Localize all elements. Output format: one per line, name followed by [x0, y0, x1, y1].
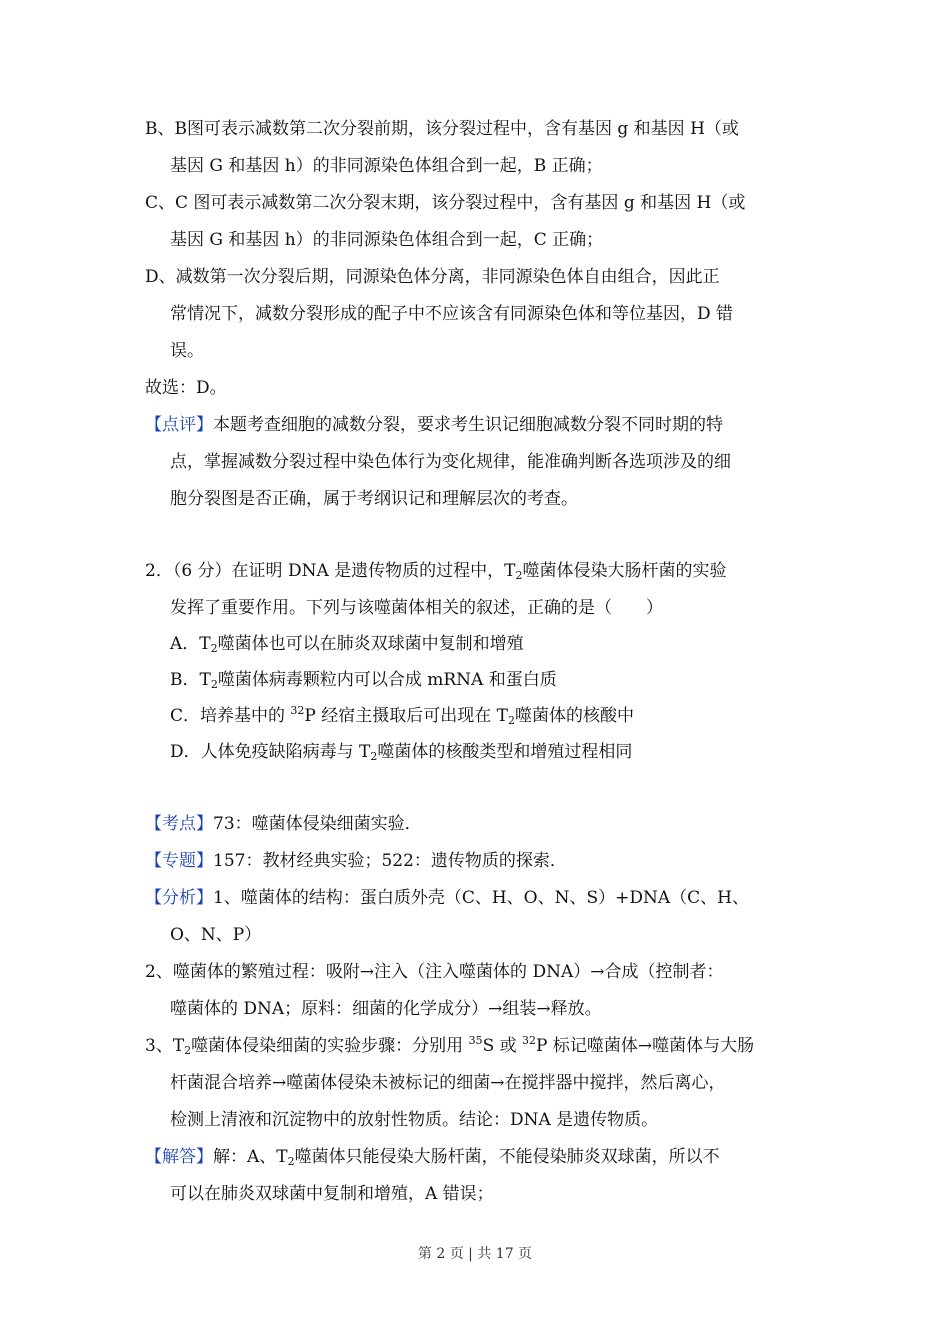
text: 杆菌混合培养→噬菌体侵染未被标记的细菌→在搅拌器中搅拌，然后离心， — [170, 1073, 726, 1093]
text: 2、噬菌体的繁殖过程：吸附→注入（注入噬菌体的 DNA）→合成（控制者： — [145, 962, 724, 982]
option-b — [170, 668, 557, 694]
text: D．人体免疫缺陷病毒与 T — [170, 742, 371, 762]
question-2-stem-cont — [170, 596, 663, 622]
text: 噬菌体病毒颗粒内可以合成 mRNA 和蛋白质 — [217, 670, 557, 690]
text: C．培养基中的 — [170, 706, 291, 726]
comment-paragraph-cont — [170, 450, 731, 476]
text: 误。 — [170, 341, 204, 361]
fenxi-line-cont — [170, 923, 261, 949]
text: 73：噬菌体侵染细菌实验． — [213, 814, 422, 834]
zhuanti-tag: 【专题】 — [145, 851, 213, 871]
subscript: 2 — [508, 714, 516, 727]
comment-paragraph — [145, 413, 723, 439]
option-b-explanation — [145, 117, 739, 143]
analysis-point-3-cont2 — [170, 1108, 658, 1134]
option-c-explanation — [145, 191, 745, 217]
option-d — [170, 740, 632, 766]
text: 故选：D。 — [145, 378, 227, 398]
kaodian-tag: 【考点】 — [145, 814, 213, 834]
text: 本题考查细胞的减数分裂，要求考生识记细胞减数分裂不同时期的特 — [213, 415, 723, 435]
subscript: 2 — [184, 1044, 192, 1057]
jieda-line — [145, 1145, 720, 1171]
fenxi-line — [145, 886, 749, 912]
text: 点，掌握减数分裂过程中染色体行为变化规律，能准确判断各选项涉及的细 — [170, 452, 731, 472]
subscript: 2 — [210, 678, 218, 691]
jieda-line-cont — [170, 1182, 494, 1208]
superscript: 32 — [522, 1034, 537, 1047]
text: B、B图可表示减数第二次分裂前期，该分裂过程中，含有基因 g 和基因 H（或 — [145, 119, 739, 139]
text: 基因 G 和基因 h）的非同源染色体组合到一起，C 正确； — [170, 230, 604, 250]
answer-line — [145, 376, 227, 402]
text: 解：A、T — [213, 1147, 288, 1167]
page-footer: 第 2 页 | 共 17 页 — [417, 1246, 533, 1262]
text: O、N、P） — [170, 925, 262, 945]
option-c-explanation-cont — [170, 228, 603, 254]
subscript: 2 — [287, 1155, 295, 1168]
analysis-point-2-cont — [170, 997, 602, 1023]
text: A．T — [170, 634, 211, 654]
analysis-point-3-cont — [170, 1071, 726, 1097]
comment-tag: 【点评】 — [145, 415, 213, 435]
text: 噬菌体侵染大肠杆菌的实验 — [522, 561, 727, 581]
text: S 或 — [482, 1036, 523, 1056]
text: C、C 图可表示减数第二次分裂末期，该分裂过程中，含有基因 g 和基因 H（或 — [145, 193, 746, 213]
kaodian-line — [145, 812, 422, 838]
question-2-stem — [145, 559, 726, 585]
text: 常情况下，减数分裂形成的配子中不应该含有同源染色体和等位基因，D 错 — [170, 304, 734, 324]
subscript: 2 — [370, 750, 378, 763]
option-d-explanation — [145, 265, 720, 291]
text: 噬菌体只能侵染大肠杆菌，不能侵染肺炎双球菌，所以不 — [294, 1147, 720, 1167]
text: 胞分裂图是否正确，属于考纲识记和理解层次的考查。 — [170, 489, 578, 509]
option-b-explanation-cont — [170, 154, 603, 180]
text: 噬菌体的 DNA；原料：细菌的化学成分）→组装→释放。 — [170, 999, 602, 1019]
subscript: 2 — [515, 569, 523, 582]
text: 基因 G 和基因 h）的非同源染色体组合到一起，B 正确； — [170, 156, 603, 176]
text: 噬菌体的核酸中 — [515, 706, 635, 726]
subscript: 2 — [210, 642, 218, 655]
option-d-explanation-cont2 — [170, 339, 204, 365]
fenxi-tag: 【分析】 — [145, 888, 213, 908]
text: 157：教材经典实验；522：遗传物质的探索． — [213, 851, 567, 871]
jieda-tag: 【解答】 — [145, 1147, 213, 1167]
comment-paragraph-cont2 — [170, 487, 578, 513]
superscript: 35 — [468, 1034, 483, 1047]
text: P 标记噬菌体→噬菌体与大肠 — [536, 1036, 755, 1056]
text: 检测上清液和沉淀物中的放射性物质。结论：DNA 是遗传物质。 — [170, 1110, 659, 1130]
text: D、减数第一次分裂后期，同源染色体分离，非同源染色体自由组合，因此正 — [145, 267, 720, 287]
text: B．T — [170, 670, 211, 690]
text: 可以在肺炎双球菌中复制和增殖，A 错误； — [170, 1184, 494, 1204]
option-a — [170, 632, 524, 658]
superscript: 32 — [290, 704, 305, 717]
text: 发挥了重要作用。下列与该噬菌体相关的叙述，正确的是（ ） — [170, 598, 663, 618]
option-d-explanation-cont — [170, 302, 733, 328]
analysis-point-2 — [145, 960, 724, 986]
zhuanti-line — [145, 849, 567, 875]
text: 噬菌体侵染细菌的实验步骤：分别用 — [191, 1036, 469, 1056]
text: 2．（6 分）在证明 DNA 是遗传物质的过程中，T — [145, 561, 516, 581]
text: 噬菌体也可以在肺炎双球菌中复制和增殖 — [217, 634, 524, 654]
text: P 经宿主摄取后可出现在 T — [304, 706, 509, 726]
text: 1、噬菌体的结构：蛋白质外壳（C、H、O、N、S）+DNA（C、H、 — [213, 888, 749, 908]
analysis-point-3 — [145, 1034, 754, 1060]
text: 3、T — [145, 1036, 185, 1056]
text: 噬菌体的核酸类型和增殖过程相同 — [377, 742, 633, 762]
option-c — [170, 704, 634, 730]
